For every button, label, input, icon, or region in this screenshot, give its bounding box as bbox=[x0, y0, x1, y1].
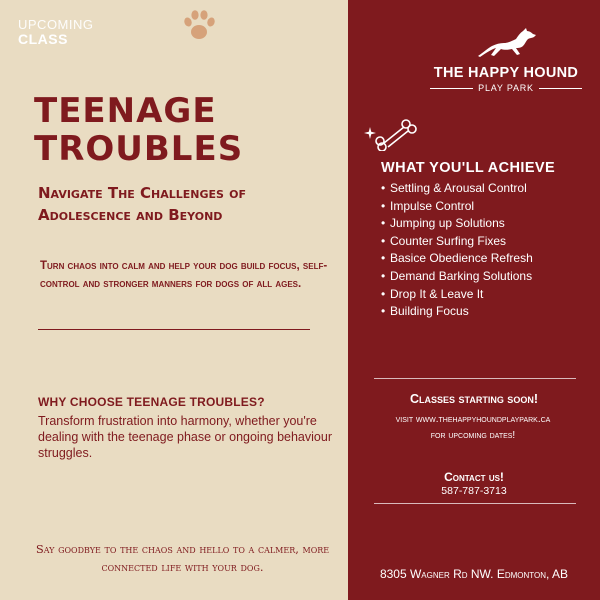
title-line-2: TROUBLES bbox=[34, 129, 244, 169]
classes-heading: Classes starting soon! bbox=[410, 392, 538, 406]
why-heading: WHY CHOOSE TEENAGE TROUBLES? bbox=[38, 395, 265, 409]
goodbye-text: Say goodbye to the chaos and hello to a calmer, more connected life with your dog. bbox=[35, 542, 330, 574]
visit-website-link[interactable]: visit www.thehappyhoundplaypark.ca bbox=[395, 414, 551, 425]
list-item: • Jumping up Solutions bbox=[381, 216, 505, 231]
subtitle: Navigate The Challenges of Adolescence and Beyond bbox=[38, 184, 247, 224]
upcoming-label: UPCOMING bbox=[18, 17, 94, 32]
list-item: • Building Focus bbox=[381, 304, 469, 319]
achieve-heading: WHAT YOU'LL ACHIEVE bbox=[381, 160, 556, 176]
brand-logo bbox=[430, 64, 582, 94]
list-item: • Settling & Arousal Control bbox=[381, 181, 527, 195]
brand-subrow bbox=[430, 83, 582, 94]
list-item: • Basice Obedience Refresh bbox=[381, 251, 533, 266]
title-line-1: TEENAGE bbox=[34, 91, 217, 131]
page-title bbox=[34, 92, 243, 168]
list-item: • Demand Barking Solutions bbox=[381, 268, 533, 283]
paw-print-icon bbox=[180, 8, 218, 42]
phone-number[interactable]: 587-787-3713 bbox=[441, 485, 507, 497]
upcoming-class-label bbox=[18, 18, 94, 46]
list-item: • Impulse Control bbox=[381, 198, 475, 213]
brand-subname: PLAY PARK bbox=[478, 83, 534, 93]
jumping-dog-logo-icon bbox=[476, 26, 538, 60]
list-item: • Drop It & Leave It bbox=[381, 286, 484, 301]
why-text: Transform frustration into harmony, whether you're dealing with the teenage phase or ongoing behaviour struggles. bbox=[38, 414, 332, 460]
brand-rule-left bbox=[430, 88, 473, 89]
contact-heading: Contact us! bbox=[444, 470, 504, 484]
sparkle-icon bbox=[364, 127, 376, 139]
right-divider-top bbox=[374, 378, 576, 379]
brand-rule-right bbox=[539, 88, 582, 89]
intro-text: Turn chaos into calm and help your dog build focus, self-control and stronger manners for dogs of all ages. bbox=[40, 260, 328, 290]
left-divider bbox=[38, 329, 310, 330]
bone-icon bbox=[364, 115, 420, 151]
achieve-list bbox=[381, 180, 533, 321]
address: 8305 Wagner Rd NW. Edmonton, AB bbox=[379, 567, 569, 581]
right-divider-bottom bbox=[374, 503, 576, 504]
list-item: • Counter Surfing Fixes bbox=[381, 233, 507, 248]
brand-name: THE HAPPY HOUND bbox=[433, 65, 579, 81]
class-label: CLASS bbox=[18, 31, 68, 47]
visit-text bbox=[360, 412, 586, 443]
visit-dates-text: for upcoming dates! bbox=[430, 429, 516, 441]
